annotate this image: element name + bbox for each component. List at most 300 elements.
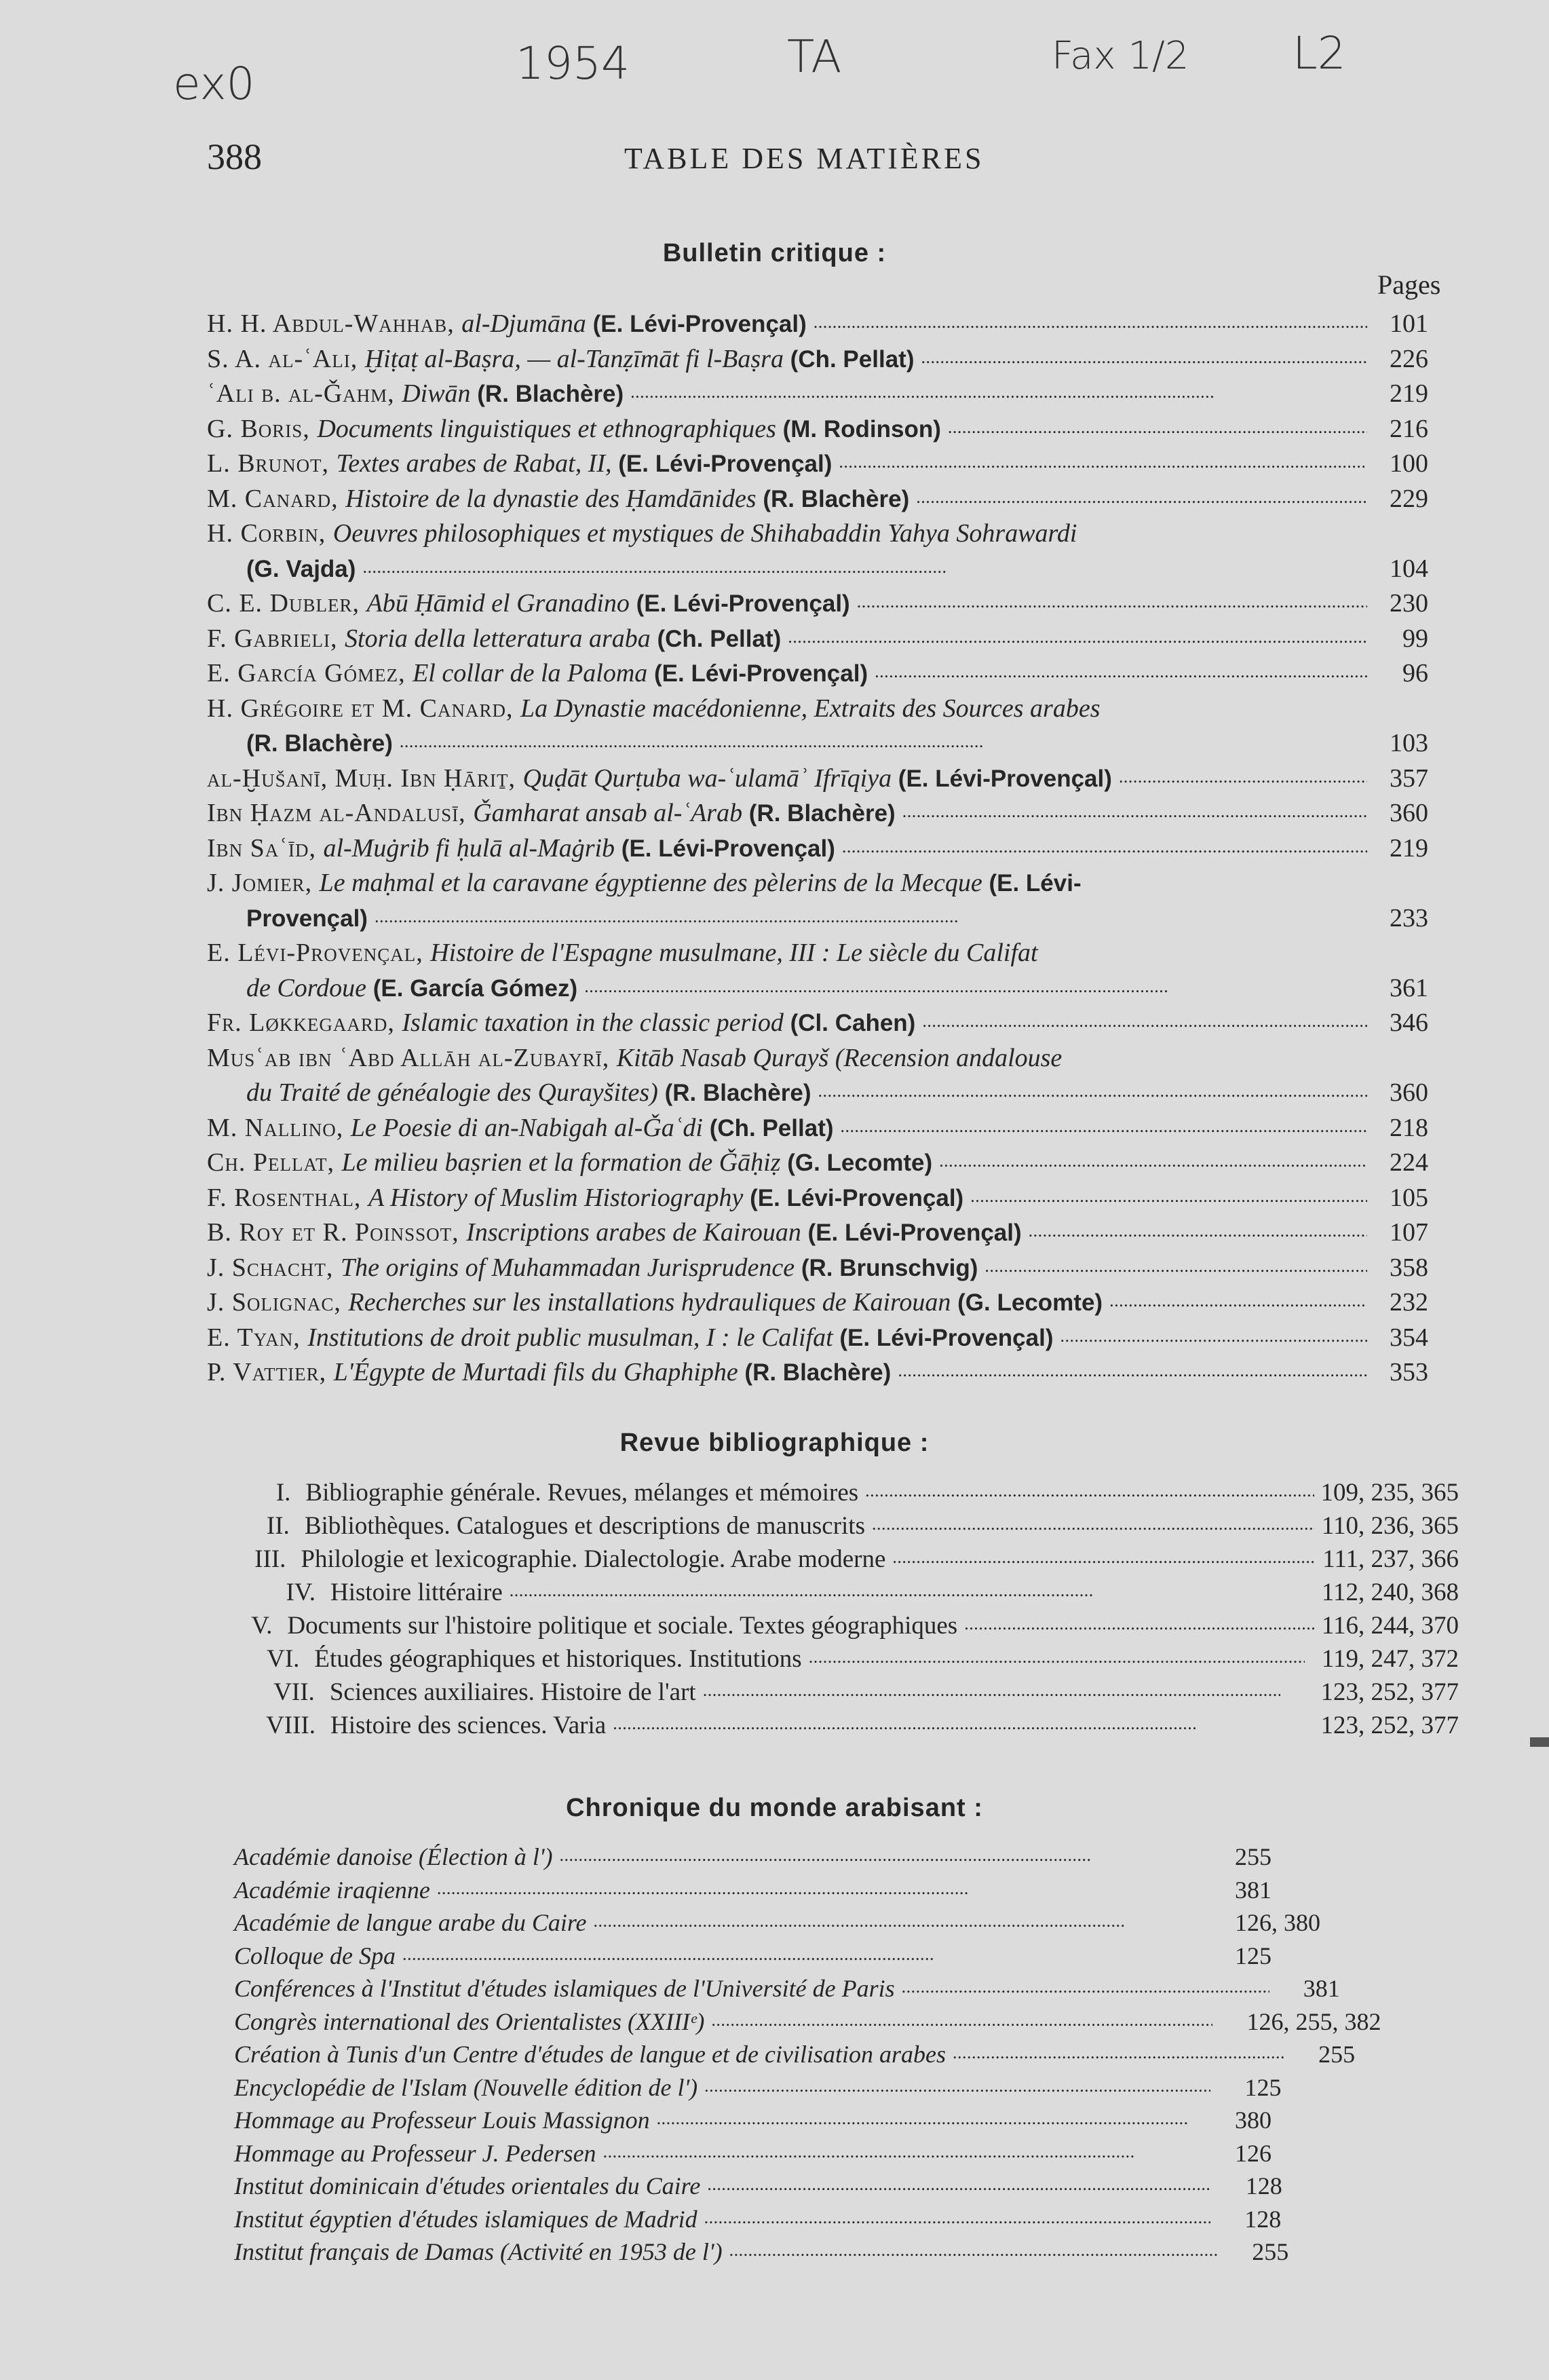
entry-line xyxy=(207,656,1428,692)
entry-text xyxy=(207,516,1077,552)
bulletin-list xyxy=(207,307,1428,1391)
chronique-item xyxy=(234,2104,1459,2137)
entry-text xyxy=(207,761,1112,797)
chronique-item-pages: 381 xyxy=(1303,1975,1340,2002)
dot-leader xyxy=(921,351,1367,364)
entry-text xyxy=(207,1041,1062,1076)
revue-item-pages: 111, 237, 366 xyxy=(1322,1545,1459,1573)
chronique-item xyxy=(234,1940,1459,1973)
entry-title: Inscriptions arabes de Kairouan xyxy=(466,1218,801,1247)
dot-leader xyxy=(788,630,1367,644)
review-entry xyxy=(207,1251,1428,1286)
chronique-item xyxy=(234,2235,1459,2269)
chronique-item-text: Conférences à l'Institut d'études islamiques de l'Université de Paris xyxy=(234,1975,895,2002)
chronique-item-text: Congrès international des Orientalistes (XXIIIᵉ) xyxy=(234,2007,705,2035)
entry-text xyxy=(207,796,896,831)
entry-line xyxy=(207,866,1428,901)
revue-item-number: IV. xyxy=(286,1579,315,1606)
entry-line xyxy=(207,1285,1428,1321)
entry-author: E. García Gómez, xyxy=(207,659,413,687)
entry-title: Le Poesie di an-Nabigah al-Ǧaʿdi xyxy=(350,1113,703,1142)
bulletin-title: Bulletin critique : xyxy=(662,239,887,267)
entry-page: 232 xyxy=(1390,1288,1428,1317)
handwritten-note-2: 1954 xyxy=(516,37,630,90)
entry-text xyxy=(207,1215,1022,1251)
dot-leader xyxy=(902,1980,1269,1994)
chronique-item-pages: 126, 380 xyxy=(1235,1909,1320,1936)
chronique-item-pages: 381 xyxy=(1235,1876,1271,1904)
chronique-item xyxy=(234,1840,1459,1874)
revue-title: Revue bibliographique : xyxy=(619,1429,930,1457)
entry-author: P. Vattier, xyxy=(207,1358,334,1386)
entry-reviewer: (E. Lévi-Provençal) xyxy=(615,835,835,862)
entry-page: 224 xyxy=(1390,1148,1428,1177)
entry-title: du Traité de généalogie des Qurayšites) xyxy=(246,1078,658,1107)
entry-reviewer: (Cl. Cahen) xyxy=(783,1010,916,1036)
revue-item-number: I. xyxy=(275,1479,291,1507)
entry-title: Kitāb Nasab Qurayš (Recension andalouse xyxy=(616,1043,1063,1072)
entry-text xyxy=(207,1321,1053,1356)
chronique-item xyxy=(234,2170,1459,2203)
dot-leader xyxy=(400,735,1367,749)
entry-text xyxy=(246,1076,811,1111)
dot-leader xyxy=(703,1684,1280,1697)
entry-title: L'Égypte de Murtadi fils du Ghaphiphe xyxy=(333,1358,738,1386)
entry-author: J. Schacht, xyxy=(207,1253,341,1282)
entry-text xyxy=(246,552,356,587)
entry-title: Institutions de droit public musulman, I : le Califat xyxy=(307,1323,833,1352)
entry-line xyxy=(207,971,1428,1006)
entry-reviewer: (E. Lévi-Provençal) xyxy=(647,660,868,687)
entry-line xyxy=(207,936,1428,971)
entry-reviewer: (R. Brunschvig) xyxy=(795,1254,978,1281)
entry-title: El collar de la Paloma xyxy=(413,659,648,687)
entry-page: 100 xyxy=(1390,449,1428,478)
revue-item-text: Bibliographie générale. Revues, mélanges et mémoires xyxy=(305,1479,859,1507)
chronique-item-pages: 380 xyxy=(1235,2107,1271,2134)
entry-author: H. H. Abdul-Wahhab, xyxy=(207,309,462,338)
entry-line xyxy=(207,901,1428,937)
entry-author: ʿAli b. al-Ǧahm, xyxy=(207,379,402,408)
dot-leader xyxy=(594,1914,1201,1928)
chronique-item-pages: 255 xyxy=(1252,2238,1289,2265)
entry-text xyxy=(207,831,835,867)
page-number: 388 xyxy=(207,136,262,177)
entry-line xyxy=(207,761,1428,797)
entry-line xyxy=(207,412,1428,447)
handwritten-note-3: TA xyxy=(787,31,842,83)
entry-line xyxy=(207,1181,1428,1216)
entry-line xyxy=(207,622,1428,657)
entry-text xyxy=(207,622,781,657)
entry-author: H. Corbin, xyxy=(207,519,333,548)
entry-line xyxy=(207,1355,1428,1391)
entry-author: L. Brunot, xyxy=(207,449,337,478)
dot-leader xyxy=(707,2178,1211,2191)
chronique-item-pages: 128 xyxy=(1245,2172,1282,2199)
review-entry xyxy=(207,482,1428,517)
entry-author: Ch. Pellat, xyxy=(207,1148,342,1177)
review-entry xyxy=(207,656,1428,692)
entry-page: 96 xyxy=(1402,659,1428,687)
entry-page: 229 xyxy=(1390,484,1428,513)
chronique-item-text: Colloque de Spa xyxy=(234,1942,396,1969)
entry-title: Ǧamharat ansab al-ʿArab xyxy=(473,799,743,827)
review-entry xyxy=(207,516,1428,586)
review-entry xyxy=(207,377,1428,412)
entry-title: Quḍāt Qurṭuba wa-ʿulamāʾ Ifrīqiya xyxy=(522,763,892,793)
entry-author: F. Gabrieli, xyxy=(207,624,345,653)
entry-line xyxy=(207,692,1428,727)
review-entry xyxy=(207,447,1428,482)
entry-author: Musʿab ibn ʿAbd Allāh al-Zubayrī, xyxy=(207,1043,617,1072)
revue-item-pages: 119, 247, 372 xyxy=(1321,1645,1459,1673)
entry-reviewer: (R. Blachère) xyxy=(738,1359,892,1386)
entry-text xyxy=(207,412,941,447)
entry-title: al-Djumāna xyxy=(461,309,586,338)
review-entry xyxy=(207,412,1428,447)
chronique-item xyxy=(234,1906,1459,1940)
entry-page: 226 xyxy=(1390,344,1428,373)
revue-item-text: Histoire littéraire xyxy=(330,1579,503,1606)
entry-text xyxy=(246,726,393,761)
entry-reviewer: (G. Vajda) xyxy=(246,555,356,582)
dot-leader xyxy=(842,840,1367,854)
entry-text xyxy=(207,1251,978,1286)
dot-leader xyxy=(362,561,1367,574)
pages-column-label: Pages xyxy=(1377,269,1441,300)
entry-author: C. E. Dubler, xyxy=(207,589,367,618)
entry-page: 101 xyxy=(1390,309,1428,338)
entry-line xyxy=(207,482,1428,517)
entry-text xyxy=(207,447,832,482)
revue-item-pages: 112, 240, 368 xyxy=(1321,1579,1459,1606)
chronique-item-text: Hommage au Professeur J. Pedersen xyxy=(234,2139,596,2167)
entry-page: 361 xyxy=(1390,973,1428,1002)
entry-author: F. Rosenthal, xyxy=(207,1183,368,1212)
entry-reviewer: (G. Lecomte) xyxy=(951,1289,1103,1316)
chronique-item xyxy=(234,2005,1459,2039)
chronique-item xyxy=(234,1972,1459,2005)
entry-title: al-Muġrib fi ḥulā al-Maġrib xyxy=(323,833,615,863)
entry-text xyxy=(207,1111,834,1146)
entry-title: Ḫiṭaṭ al-Baṣra, — al-Tanẓīmāt fi l-Baṣra xyxy=(364,344,784,373)
entry-title: Le maḥmal et la caravane égyptienne des pèlerins de la Mecque xyxy=(319,869,982,897)
entry-page: 104 xyxy=(1390,554,1428,583)
review-entry xyxy=(207,796,1428,831)
entry-line xyxy=(207,1006,1428,1041)
entry-line xyxy=(207,447,1428,482)
entry-author: Ibn Ḥazm al-Andalusī, xyxy=(207,799,474,827)
dot-leader xyxy=(875,665,1367,679)
dot-leader xyxy=(922,1015,1367,1028)
dot-leader xyxy=(953,2046,1284,2060)
revue-item-text: Études géographiques et historiques. Institutions xyxy=(314,1645,802,1673)
entry-reviewer: (E. Lévi-Provençal) xyxy=(743,1184,964,1211)
chronique-item-pages: 255 xyxy=(1318,2041,1356,2068)
chronique-item-text: Institut dominicain d'études orientales du Caire xyxy=(234,2172,701,2199)
revue-item-number: VI. xyxy=(267,1645,300,1673)
entry-page: 219 xyxy=(1390,833,1428,863)
revue-item-number: VII. xyxy=(273,1678,315,1706)
entry-page: 353 xyxy=(1390,1358,1428,1386)
chronique-item xyxy=(234,2203,1459,2236)
review-entry xyxy=(207,1146,1428,1181)
entry-page: 360 xyxy=(1390,1078,1428,1107)
revue-item-number: VIII. xyxy=(266,1712,315,1739)
entry-author: B. Roy et R. Poinssot, xyxy=(207,1218,467,1247)
entry-line xyxy=(207,552,1428,587)
entry-text xyxy=(207,692,1101,727)
dot-leader xyxy=(970,1190,1367,1203)
dot-leader xyxy=(872,1517,1315,1531)
entry-page: 358 xyxy=(1390,1253,1428,1282)
chronique-item xyxy=(234,1874,1459,1907)
entry-reviewer: (R. Blachère) xyxy=(742,800,896,827)
entry-title: Recherches sur les installations hydrauliques de Kairouan xyxy=(348,1288,951,1317)
entry-line xyxy=(207,1111,1428,1146)
entry-text xyxy=(207,936,1038,971)
entry-text xyxy=(207,482,909,517)
entry-reviewer: (E. Lévi-Provençal) xyxy=(611,451,833,477)
entry-page: 233 xyxy=(1390,903,1428,932)
revue-item xyxy=(207,1576,1459,1609)
entry-reviewer: (E. Lévi-Provençal) xyxy=(629,590,850,617)
dot-leader xyxy=(584,980,1367,994)
dot-leader xyxy=(839,455,1367,469)
entry-title: Documents linguistiques et ethnographiques xyxy=(317,414,776,443)
entry-author: S. A. al-ʿAli, xyxy=(207,344,365,373)
entry-line xyxy=(207,307,1428,342)
chronique-title: Chronique du monde arabisant : xyxy=(566,1794,983,1822)
review-entry xyxy=(207,866,1428,936)
review-entry xyxy=(207,1181,1428,1216)
dot-leader xyxy=(704,2079,1210,2093)
review-entry xyxy=(207,1041,1428,1111)
dot-leader xyxy=(902,805,1367,818)
dot-leader xyxy=(841,1120,1367,1133)
dot-leader xyxy=(892,1551,1316,1564)
dot-leader xyxy=(1029,1224,1367,1238)
revue-item-text: Philologie et lexicographie. Dialectologie. Arabe moderne xyxy=(301,1545,886,1573)
entry-author: E. Lévi-Provençal, xyxy=(207,939,431,967)
revue-item-pages: 116, 244, 370 xyxy=(1321,1612,1459,1640)
revue-item-number: V. xyxy=(251,1612,273,1640)
revue-item-number: II. xyxy=(266,1512,290,1540)
review-entry xyxy=(207,1111,1428,1146)
entry-text xyxy=(207,1006,915,1041)
entry-page: 105 xyxy=(1390,1183,1428,1212)
review-entry xyxy=(207,1006,1428,1041)
chronique-item xyxy=(234,2137,1459,2170)
review-entry xyxy=(207,1321,1428,1356)
dot-leader xyxy=(375,910,1367,924)
entry-reviewer: (G. Lecomte) xyxy=(780,1150,933,1176)
dot-leader xyxy=(1060,1329,1367,1343)
review-entry xyxy=(207,342,1428,377)
revue-item-text: Histoire des sciences. Varia xyxy=(330,1712,607,1739)
entry-line xyxy=(207,831,1428,867)
chronique-item-text: Hommage au Professeur Louis Massignon xyxy=(234,2107,650,2134)
entry-title: de Cordoue xyxy=(246,973,366,1002)
revue-item-pages: 123, 252, 377 xyxy=(1320,1712,1459,1739)
entry-title: A History of Muslim Historiography xyxy=(368,1183,744,1212)
handwritten-note-1: ex0 xyxy=(173,58,255,110)
entry-reviewer: (E. García Gómez) xyxy=(366,975,578,1002)
dot-leader xyxy=(510,1584,1279,1598)
dot-leader xyxy=(711,2014,1212,2027)
entry-author: E. Tyan, xyxy=(207,1323,308,1352)
chronique-item-text: Encyclopédie de l'Islam (Nouvelle édition de l') xyxy=(234,2073,698,2101)
chronique-item-pages: 125 xyxy=(1235,1942,1271,1969)
dot-leader xyxy=(964,1617,1315,1631)
dot-leader xyxy=(857,595,1367,609)
dot-leader xyxy=(657,2112,1201,2126)
chronique-item-text: Institut français de Damas (Activité en 1953 de l') xyxy=(234,2238,723,2265)
entry-text xyxy=(246,971,577,1006)
entry-line xyxy=(207,1076,1428,1111)
handwritten-note-4: Fax 1/2 xyxy=(1052,34,1189,78)
entry-line xyxy=(207,342,1428,377)
entry-page: 346 xyxy=(1390,1008,1428,1037)
entry-text xyxy=(246,901,368,937)
entry-title: Le milieu baṣrien et la formation de Ǧāḥiẓ xyxy=(341,1148,781,1177)
review-entry xyxy=(207,692,1428,761)
chronique-item-pages: 128 xyxy=(1244,2205,1282,2233)
chronique-item-pages: 126, 255, 382 xyxy=(1246,2007,1381,2035)
entry-page: 99 xyxy=(1402,624,1428,653)
entry-author: H. Grégoire et M. Canard, xyxy=(207,694,520,723)
entry-line xyxy=(207,1215,1428,1251)
revue-item-pages: 123, 252, 377 xyxy=(1320,1678,1459,1706)
page-edge-mark xyxy=(1530,1737,1549,1747)
entry-title: Storia della letteratura araba xyxy=(345,624,651,653)
entry-author: Ibn Saʿīd, xyxy=(207,833,324,863)
dot-leader xyxy=(814,316,1367,329)
entry-page: 357 xyxy=(1390,763,1428,793)
entry-text xyxy=(207,342,914,377)
entry-reviewer: (E. Lévi-Provençal) xyxy=(586,311,807,337)
dot-leader xyxy=(939,1154,1367,1168)
entry-reviewer: (R. Blachère) xyxy=(657,1080,811,1106)
review-entry xyxy=(207,936,1428,1006)
entry-text xyxy=(207,586,850,622)
revue-item-pages: 110, 236, 365 xyxy=(1321,1512,1459,1540)
entry-text xyxy=(207,1355,891,1391)
dot-leader xyxy=(704,2211,1211,2225)
entry-page: 354 xyxy=(1390,1323,1428,1352)
dot-leader xyxy=(560,1849,1201,1862)
dot-leader xyxy=(948,421,1367,434)
entry-page: 360 xyxy=(1390,799,1428,827)
entry-title: The origins of Muhammadan Jurisprudence xyxy=(340,1253,795,1282)
entry-title: Histoire de la dynastie des Ḥamdānides xyxy=(345,484,757,513)
entry-reviewer: (E. Lévi- xyxy=(982,870,1082,896)
review-entry xyxy=(207,1285,1428,1321)
entry-author: Fr. Løkkegaard, xyxy=(207,1008,402,1037)
entry-reviewer: (R. Blachère) xyxy=(246,730,393,757)
review-entry xyxy=(207,307,1428,342)
revue-item xyxy=(207,1609,1459,1642)
chronique-item-text: Institut égyptien d'études islamiques de Madrid xyxy=(234,2205,697,2233)
dot-leader xyxy=(603,2145,1201,2159)
revue-item-text: Sciences auxiliaires. Histoire de l'art xyxy=(329,1678,696,1706)
review-entry xyxy=(207,831,1428,867)
chronique-item-text: Académie iraqienne xyxy=(234,1876,430,1904)
chronique-item-text: Académie de langue arabe du Caire xyxy=(234,1909,587,1936)
entry-line xyxy=(207,586,1428,622)
entry-page: 103 xyxy=(1390,729,1428,757)
entry-text xyxy=(207,1181,963,1216)
entry-line xyxy=(207,726,1428,761)
entry-author: M. Canard, xyxy=(207,484,346,513)
entry-author: al-Ḫušanī, Muḥ. Ibn Ḥāriṯ, xyxy=(207,763,523,793)
running-head: TABLE DES MATIÈRES xyxy=(624,142,984,175)
entry-author: M. Nallino, xyxy=(207,1113,351,1142)
revue-item xyxy=(207,1543,1459,1576)
revue-item xyxy=(207,1642,1459,1676)
entry-title: Abū Ḥāmid el Granadino xyxy=(366,589,630,618)
dot-leader xyxy=(865,1484,1314,1498)
dot-leader xyxy=(898,1364,1367,1378)
revue-item xyxy=(207,1676,1459,1709)
entry-page: 218 xyxy=(1390,1113,1428,1142)
chronique-item xyxy=(234,2038,1459,2071)
chronique-item xyxy=(234,2071,1459,2104)
dot-leader xyxy=(916,491,1367,504)
entry-author: G. Boris, xyxy=(207,414,318,443)
entry-line xyxy=(207,1321,1428,1356)
entry-title: Oeuvres philosophiques et mystiques de Shihabaddin Yahya Sohrawardi xyxy=(332,519,1077,548)
entry-reviewer: (R. Blachère) xyxy=(756,485,910,512)
entry-title: Histoire de l'Espagne musulmane, III : Le siècle du Califat xyxy=(430,939,1038,967)
entry-line xyxy=(207,1251,1428,1286)
entry-title: La Dynastie macédonienne, Extraits des Sources arabes xyxy=(520,694,1101,723)
entry-text xyxy=(207,377,624,412)
dot-leader xyxy=(1109,1294,1367,1308)
revue-item xyxy=(207,1476,1459,1509)
revue-list xyxy=(207,1476,1459,1742)
review-entry xyxy=(207,1215,1428,1251)
entry-author: J. Jomier, xyxy=(207,869,320,897)
entry-reviewer: (M. Rodinson) xyxy=(776,415,941,442)
revue-item-number: III. xyxy=(254,1545,286,1573)
entry-text xyxy=(207,866,1082,901)
entry-text xyxy=(207,307,807,342)
chronique-item-text: Création à Tunis d'un Centre d'études de langue et de civilisation arabes xyxy=(234,2041,946,2068)
entry-reviewer: (E. Lévi-Provençal) xyxy=(833,1324,1054,1351)
dot-leader xyxy=(630,385,1367,399)
chronique-list xyxy=(234,1840,1459,2269)
revue-item-text: Documents sur l'histoire politique et sociale. Textes géographiques xyxy=(287,1612,958,1640)
entry-text xyxy=(207,656,868,692)
dot-leader xyxy=(1119,770,1367,784)
handwritten-note-5: L2 xyxy=(1293,27,1346,79)
entry-line xyxy=(207,796,1428,831)
dot-leader xyxy=(437,1882,1201,1895)
dot-leader xyxy=(402,1948,1201,1961)
entry-page: 230 xyxy=(1390,589,1428,618)
chronique-item-text: Académie danoise (Élection à l') xyxy=(234,1843,553,1870)
entry-reviewer: (Ch. Pellat) xyxy=(650,625,782,652)
entry-line xyxy=(207,377,1428,412)
chronique-item-pages: 255 xyxy=(1235,1843,1271,1870)
dot-leader xyxy=(729,2244,1219,2257)
chronique-item-pages: 126 xyxy=(1235,2139,1271,2167)
review-entry xyxy=(207,622,1428,657)
entry-title: Textes arabes de Rabat, II, xyxy=(336,449,612,478)
entry-reviewer: (E. Lévi-Provençal) xyxy=(801,1220,1022,1246)
